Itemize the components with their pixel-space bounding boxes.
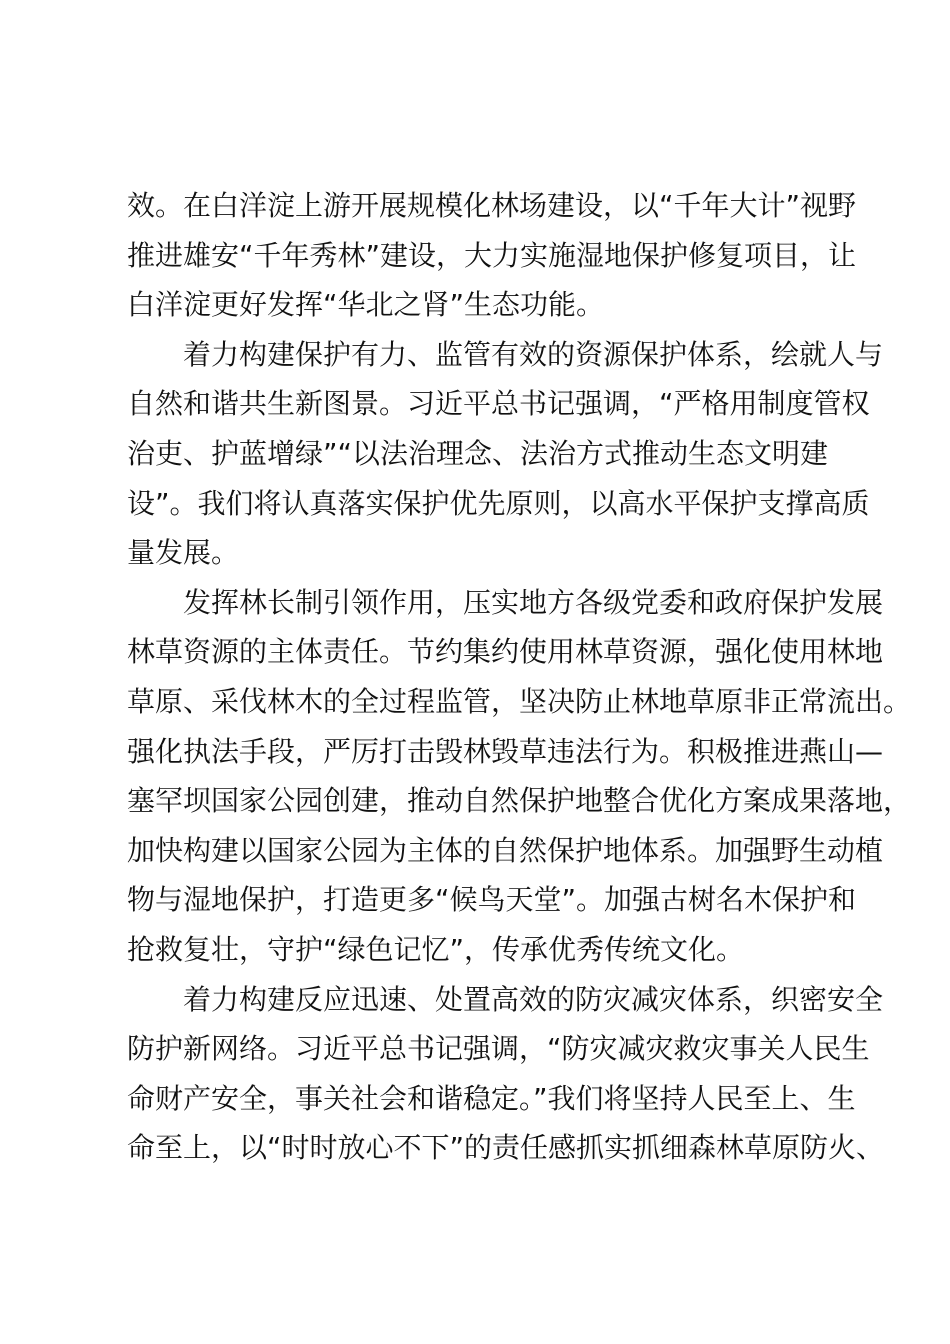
text-line: 着力构建保护有力、监管有效的资源保护体系，绘就人与 [127, 337, 884, 371]
document-body [127, 181, 912, 1173]
text-line: 林草资源的主体责任。节约集约使用林草资源，强化使用林地 [127, 635, 884, 669]
text-line: 命财产安全，事关社会和谐稳定。”我们将坚持人民至上、生 [127, 1081, 856, 1115]
text-line: 抢救复壮，守护“绿色记忆”，传承优秀传统文化。 [127, 932, 745, 966]
text-line: 物与湿地保护，打造更多“候鸟天堂”。加强古树名木保护和 [127, 883, 857, 917]
text-line: 塞罕坝国家公园创建，推动自然保护地整合优化方案成果落地， [127, 784, 912, 818]
text-line: 量发展。 [127, 536, 240, 570]
text-line: 设”。我们将认真落实保护优先原则，以高水平保护支撑高质 [127, 486, 870, 520]
text-line: 强化执法手段，严厉打击毁林毁草违法行为。积极推进燕山— [127, 734, 884, 768]
paragraph [127, 181, 857, 330]
text-line: 治吏、护蓝增绿”“以法治理念、法治方式推动生态文明建 [127, 436, 829, 470]
text-line: 推进雄安“千年秀林”建设，大力实施湿地保护修复项目，让 [127, 238, 857, 272]
paragraph [127, 330, 884, 578]
text-line: 加快构建以国家公园为主体的自然保护地体系。加强野生动植 [127, 833, 884, 867]
text-line: 白洋淀更好发挥“华北之肾”生态功能。 [127, 288, 605, 322]
text-line: 防护新网络。习近平总书记强调，“防灾减灾救灾事关人民生 [127, 1032, 870, 1066]
text-line: 草原、采伐林木的全过程监管，坚决防止林地草原非正常流出。 [127, 684, 912, 718]
text-line: 发挥林长制引领作用，压实地方各级党委和政府保护发展 [127, 585, 884, 619]
paragraph [127, 578, 912, 975]
text-line: 命至上，以“时时放心不下”的责任感抓实抓细森林草原防火、 [127, 1131, 885, 1165]
text-line: 着力构建反应迅速、处置高效的防灾减灾体系，织密安全 [127, 982, 884, 1016]
text-line: 效。在白洋淀上游开展规模化林场建设，以“千年大计”视野 [127, 189, 857, 222]
paragraph [127, 975, 885, 1173]
text-line: 自然和谐共生新图景。习近平总书记强调，“严格用制度管权 [127, 387, 870, 421]
